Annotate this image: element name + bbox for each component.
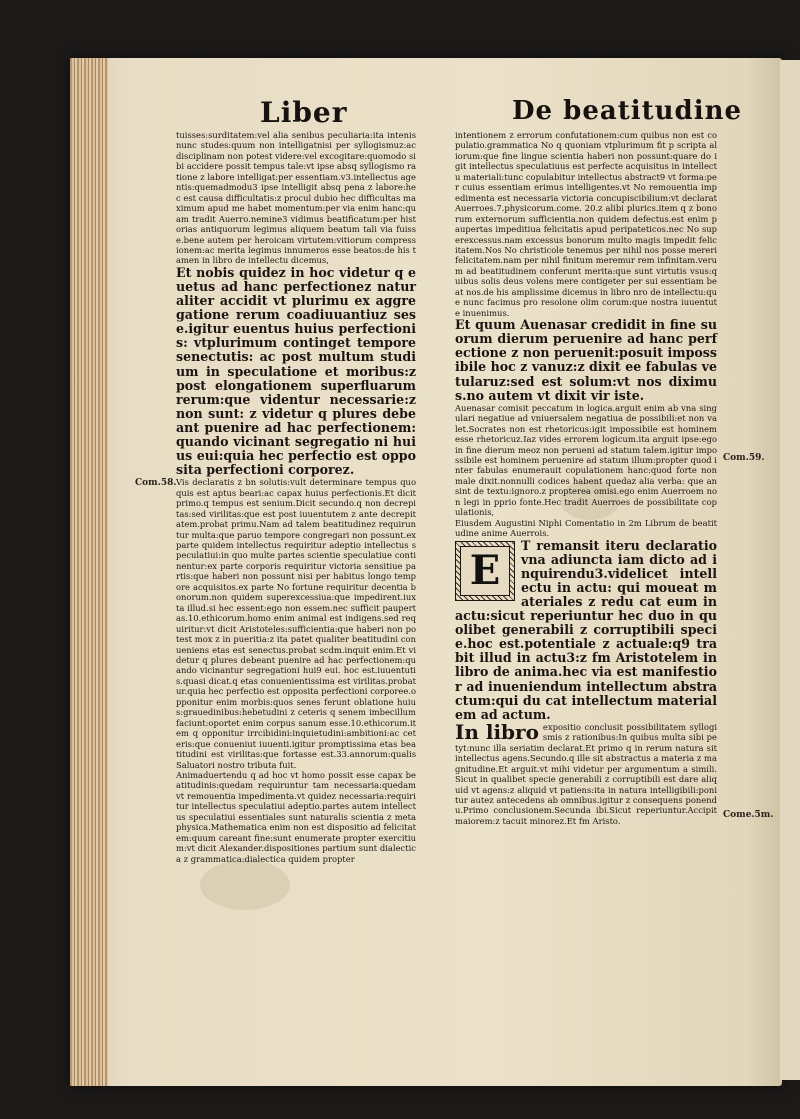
left-paragraph-3: Vis declaratis z bn solutis:vult determinare tempus quo quis est aptus beari:ac capax huius perfectionis.Et dicit primo.q tempus est senium.Dicit secundo.q non decrepitas:sed virilitas:que est post iuuentutem z ante decrepitatem.probat primu.Nam ad talem beatitudinez requiruntur multa:que paruo tempore congregari non possunt.ex parte quidem intellectus requiritur adeptio intellectus speculatiui:in quo multe partes scientie speculatiue continentur:ex parte corporis requiritur victoria sensitiue partis:que haberi non possunt nisi per habitus longo tempore acquisitos.ex parte No fortune requiritur decentia bonorum.non quidem superexcessiua:que impedirent.iuxta illud.si hec essent:ego non essem.nec sufficit paupertas.10.ethicorum.homo enim animal est indigens.sed requiritur:vt dicit Aristoteles:sufficientia:que haberi non potest mox z in pueritia:z ita patet qualiter beatitudini conueniens etas est senectus.probat scdm.inquit enim.Et videtur q plures debeant puenire ad hac perfectionem:quando vicinantur segregationi hui9 eui. hoc est.iuuentutis.quasi dicat.q etas conuenientissima est virilitas.probatur.quia hec perfectio est opposita perfectioni corporee.opponitur enim morbis:quos senes ferunt oblatione huius:grauedinibus:hebetudini z ceteris q senem imbecillum faciunt:oportet enim corpus sanum esse.10.ethicorum.item q opponitur irrcibidini:inquietudini:ambitioni:ac ceteris:que conueniut iuuenti.igitur promptissima etas beatitudini est virilitas:que fortasse est.33.annorum:qualis Saluatori nostro tributa fuit. — [176, 477, 416, 770]
page-heading-right: De beatitudine — [512, 96, 743, 126]
page-heading-left: Liber — [260, 96, 348, 129]
right-text-paragraph-2: Et quum Auenasar credidit in fine suorum dierum peruenire ad hanc perfectione z non peruenit:posuit impossibile hoc z vanuz:z dixit ee fabulas vetularuz:sed est solum:vt nos diximus.no autem vt dixit vir iste. — [455, 317, 717, 403]
margin-note-com59: Com.59. — [723, 453, 765, 463]
right-paragraph-1: intentionem z errorum confutationem:cum quibus non est copulatio.grammatica No q quoniam vtplurimum fit p scripta aliorum:que fine lingue scientia haberi non possunt:quare do igit intellectus speculatiuus est perfecte acquisitus in intellectu materiali:tunc copulabitur intellectus abstract9 vt forma:per cuius essentiam erimus intelligentes.vt No remouentia impedimenta est necessaria victoria concupiscibilium:vt declarat Auerroes.7.physicorum.come. 20.z alibi plurics.item q z bonorum externorum sufficientia.non quidem defectus.est enim paupertas impeditiua felicitatis apud peripateticos.nec No superexcessus.nam excessus bonorum multo magis impedit felicitatem.Nos No christicole tenemus per nihil nos posse mereri felicitatem.nam per nihil finitum meremur rem infinitam.verum ad beatitudinem conferunt merita:que sunt virtutis vsus:quibus solis deus volens mere contigeter per sui essentiam beat nos.de his amplissime dicemus in libro nro de intellectu:que nunc facimus pro resolone olim corum:que nostra iuuentute inuenimus. — [455, 130, 717, 318]
right-column — [455, 130, 717, 826]
left-paragraph-4: Animaduertendu q ad hoc vt homo possit esse capax beatitudinis:quedam requiruntur tam necessaria:quedam vt remouentia impedimenta.vt quidez necessaria:requiritur intellectus speculatiui adeptio.partes autem intellectus speculatiui essentiales sunt naturalis scientia z metaphysica.Mathematica enim non est dispositio ad felicitatem:quum careant fine:sunt enumerate propter exercitium:vt dicit Alexander.dispositiones partium sunt dialectica z grammatica:dialectica quidem propter — [176, 769, 416, 864]
in-libro-heading: In libro — [455, 719, 539, 744]
paper-stain — [200, 860, 290, 910]
right-paragraph-6: expositio conclusit possibilitatem syllogismis z rationibus:In quibus multa sibi petyt:nunc illa seriatim declarat.Et primo q in rerum natura sit intellectus agens.Secundo.q ille sit abstractus a materia z magnitudine.Et arguit.vt mihi videtur per argumentum a simili.Sicut in qualibet specie generabili z corruptibili est dare aliquid vt agens:z aliquid vt patiens:ita in natura intelligibili:ponitur autez antecedens ab omnibus.igitur z consequens ponendu.Primo conclusionem.Secunda ibi.Sicut reperiuntur.Accipit maiorem:z tacuit minorez.Et fm Aristo. — [455, 721, 717, 826]
page-edges — [70, 58, 108, 1086]
margin-note-com58: Com.58. — [135, 478, 177, 488]
right-paragraph-4: Eiusdem Augustini Niphi Comentatio in 2m Librum de beatitudine anime Auerrois. — [455, 517, 717, 539]
margin-note-come5: Come.5m. — [723, 810, 774, 820]
right-text-paragraph-5: T remansit iteru declaratio vna adiuncta iam dicto ad inquirendu3.videlicet intellectu in actu: qui moueat materiales z redu cat eum in actu:sicut reperiuntur hec duo in quolibet generabili z corruptibili specie.hoc est.potentiale z actuale:q9 trabit illud in actu3:z fm Aristotelem in libro de anima.hec via est manifestior ad inueniendum intellectum abstractum:qui du cat intellectum materialem ad actum. — [455, 537, 717, 722]
right-paragraph-3: Auenasar comisit peccatum in logica.arguit enim ab vna singulari negatiue ad vniuersalem negatiua de possibili:et non valet.Socrates non est rhetoricus:igit impossibile est hominem esse rhetoricuz.Iaz vides errorem logicum.ita arguit ipse:ego in fine dierum meoz non perueni ad statum talem.igitur impossibile est hominem peruenire ad statum illum:propter quod inter fabulas enumerauit copulationem hanc:quod forte non male dixit.nonnulli codices habent quedaz alia verba: que an sint de textu:ignoro.z propterea omisi.ego enim Auerroem non legi in pprio fonte.Hec tradit Auerroes de possibilitate copulationis, — [455, 402, 717, 518]
left-text-paragraph-2: Et nobis quidez in hoc videtur q euetus ad hanc perfectionez naturaliter accidit vt plurimu ex aggregatione rerum coadiuuantiuz sese.igitur euentus huius perfectionis: vtplurimum continget tempore senectutis: ac post multum studium in speculatione et moribus:z post elongationem superfluarum rerum:que videntur necessarie:z non sunt: z videtur q plures debeant puenire ad hac perfectionem:quando vicinant segregatio ni huius eui:quia hec perfectio est opposita perfectioni corporez. — [176, 264, 416, 478]
decorated-initial: E — [455, 541, 515, 601]
left-column — [176, 130, 416, 864]
left-paragraph-1: tuisses:surditatem:vel alia senibus peculiaria:ita intenis nunc studes:quum non intelligatnisi per syllogismuz:ac disciplinam non potest videre:vel excogitare:quomodo sibi accidere possit tempus tale:vt ipse absq syllogismo ratione z labore intelligat:per essentiam.v3.intellectus agentis:quemadmodu3 ipse intelligit absq pena z labore:hec est causa difficultatis:z procul dubio hec difficultas maximum apud me habet momentum:per via enim hanc:quam tradit Auerro.nemine3 vidimus beatificatum:per historias antiquorum legimus aliquem beatum tali via fuisse.bene autem per heroicam virtutem:vitiorum compressionem:ac merita legimus innumeros esse beatos:de his tamen in libro de intellectu dicemus, — [176, 130, 416, 266]
facing-page-edge — [780, 60, 800, 1080]
